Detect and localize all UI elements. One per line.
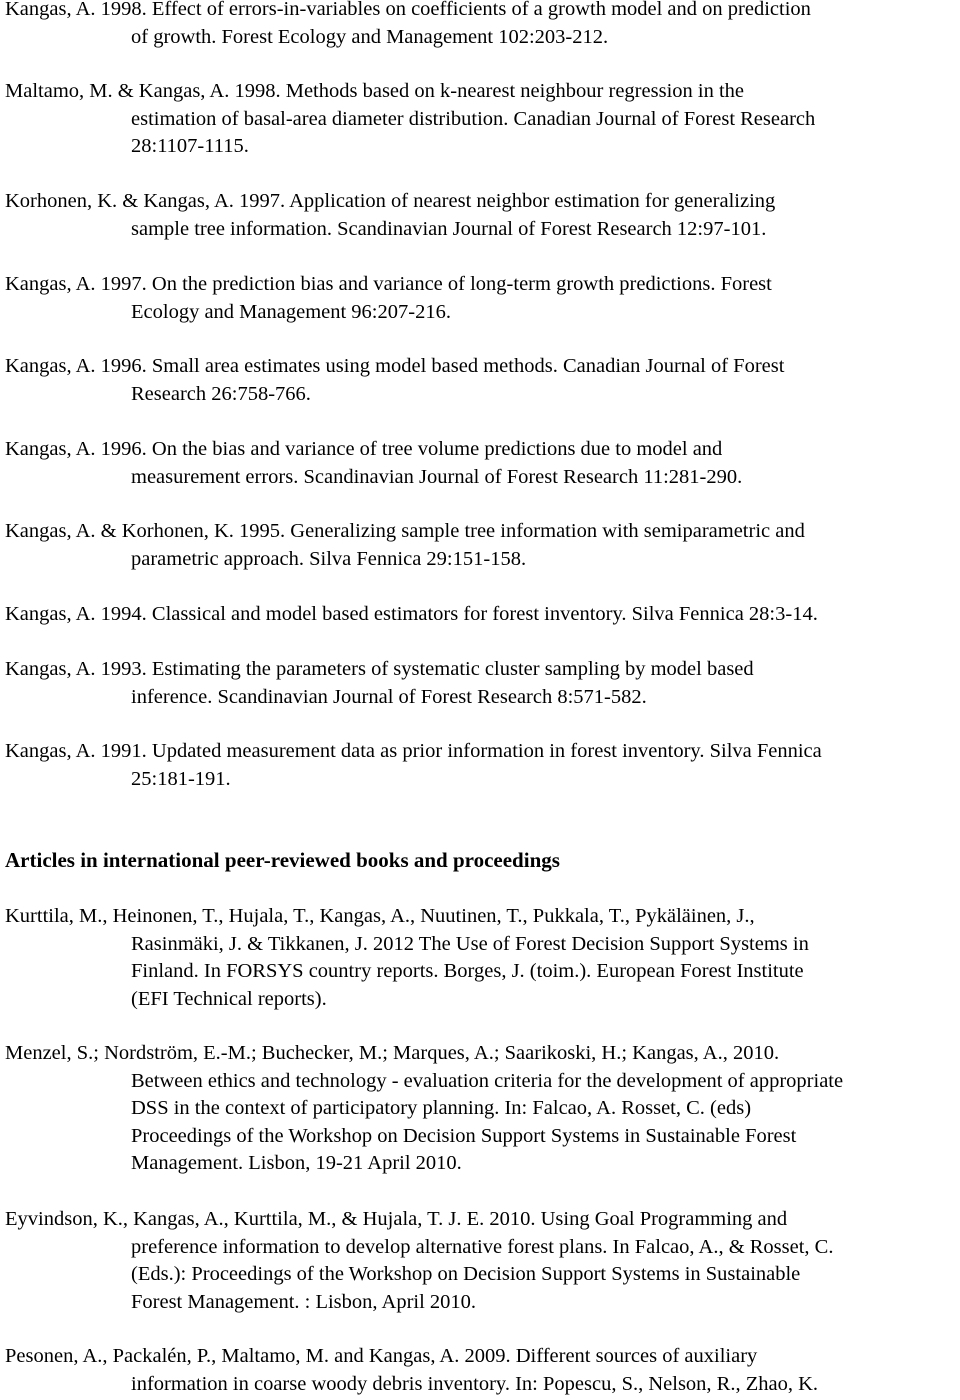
reference-line: Menzel, S.; Nordström, E.-M.; Buchecker, M.; Marques, A.; Saarikoski, H.; Kangas, A., 2010. [5,1042,780,1064]
reference-line: measurement errors. Scandinavian Journal of Forest Research 11:281-290. [131,465,743,488]
reference-line: Kangas, A. 1994. Classical and model based estimators for forest inventory. Silva Fennica 28:3-14. [5,603,818,625]
reference-line: 25:181-191. [131,767,231,790]
reference-line: Between ethics and technology - evaluation criteria for the development of appropriate [131,1069,844,1092]
reference-line: Kangas, A. 1996. Small area estimates using model based methods. Canadian Journal of Forest [5,355,785,377]
reference-line: preference information to develop alternative forest plans. In Falcao, A., & Rosset, C. [131,1235,834,1258]
reference-entry [5,436,742,491]
reference-line: Ecology and Management 96:207-216. [131,300,451,323]
reference-entry [5,518,805,573]
reference-line: inference. Scandinavian Journal of Forest Research 8:571-582. [131,685,647,708]
reference-line: of growth. Forest Ecology and Management 102:203-212. [131,25,609,48]
reference-line: 28:1107-1115. [131,135,249,157]
reference-line: DSS in the context of participatory planning. In: Falcao, A. Rosset, C. (eds) [131,1097,752,1119]
reference-entry [5,1206,834,1316]
reference-line: Kangas, A. 1991. Updated measurement data as prior information in forest inventory. Silva Fennica [5,740,822,762]
reference-line: information in coarse woody debris inventory. In: Popescu, S., Nelson, R., Zhao, K. [131,1372,819,1395]
reference-entry [5,738,822,793]
reference-entry [5,1343,818,1398]
reference-entry [5,188,775,243]
reference-entry [5,353,784,408]
reference-entry [5,656,754,711]
reference-line: Eyvindson, K., Kangas, A., Kurttila, M., & Hujala, T. J. E. 2010. Using Goal Programming and [5,1208,788,1230]
reference-line: Kangas, A. & Korhonen, K. 1995. Generalizing sample tree information with semiparametric and [5,520,805,542]
reference-entry [5,601,818,629]
reference-line: Proceedings of the Workshop on Decision Support Systems in Sustainable Forest [131,1124,797,1147]
reference-line: Kangas, A. 1998. Effect of errors-in-variables on coefficients of a growth model and on prediction [5,0,811,20]
reference-line: Kurttila, M., Heinonen, T., Hujala, T., Kangas, A., Nuutinen, T., Pukkala, T., Pykäläinen, J., [5,905,755,927]
reference-entry [5,1040,843,1178]
reference-line: (Eds.): Proceedings of the Workshop on Decision Support Systems in Sustainable [131,1263,801,1285]
reference-line: parametric approach. Silva Fennica 29:151-158. [131,547,527,570]
reference-line: Kangas, A. 1997. On the prediction bias and variance of long-term growth predictions. Forest [5,273,772,295]
reference-entry [5,0,811,51]
reference-line: Pesonen, A., Packalén, P., Maltamo, M. and Kangas, A. 2009. Different sources of auxiliary [5,1345,758,1367]
section-heading: Articles in international peer-reviewed books and proceedings [5,848,560,872]
reference-line: (EFI Technical reports). [131,987,327,1010]
reference-line: estimation of basal-area diameter distribution. Canadian Journal of Forest Research [131,107,816,130]
reference-line: Research 26:758-766. [131,382,311,405]
reference-line: Management. Lisbon, 19-21 April 2010. [131,1152,462,1174]
reference-entry [5,271,772,326]
reference-entry [5,903,809,1013]
reference-line: Maltamo, M. & Kangas, A. 1998. Methods based on k-nearest neighbour regression in the [5,80,745,102]
reference-line: Finland. In FORSYS country reports. Borges, J. (toim.). European Forest Institute [131,960,804,982]
reference-entry [5,78,815,161]
reference-line: Kangas, A. 1993. Estimating the parameters of systematic cluster sampling by model based [5,658,754,680]
reference-line: sample tree information. Scandinavian Journal of Forest Research 12:97-101. [131,217,767,240]
reference-line: Rasinmäki, J. & Tikkanen, J. 2012 The Use of Forest Decision Support Systems in [131,932,809,955]
reference-line: Forest Management. : Lisbon, April 2010. [131,1290,477,1313]
reference-line: Kangas, A. 1996. On the bias and variance of tree volume predictions due to model and [5,438,723,460]
reference-line: Korhonen, K. & Kangas, A. 1997. Application of nearest neighbor estimation for generalizing [5,190,776,212]
